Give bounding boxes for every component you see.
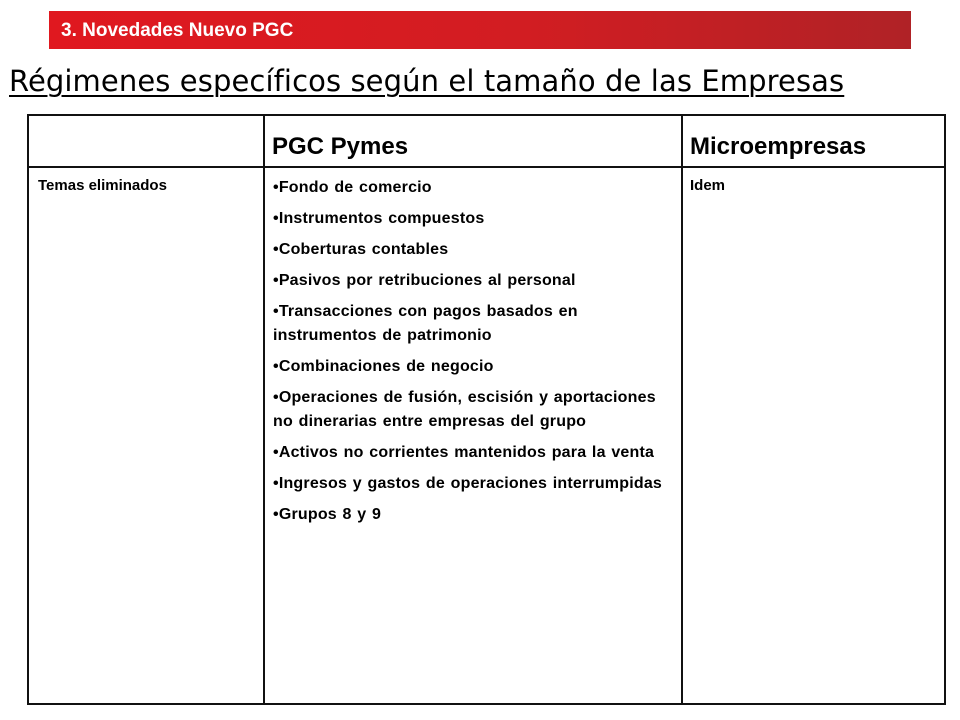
row-label-cell: [28, 167, 264, 704]
table-header-row: [28, 115, 945, 167]
header-pgc-pymes: PGC Pymes: [272, 133, 409, 160]
header-cell-empty: [28, 115, 264, 167]
table-row: [28, 167, 945, 704]
list-item: •Operaciones de fusión, escisión y aportaciones no dinerarias entre empresas del grupo: [273, 389, 656, 430]
list-item: •Grupos 8 y 9: [273, 506, 382, 523]
list-item: •Coberturas contables: [273, 241, 449, 258]
list-item: •Ingresos y gastos de operaciones interrumpidas: [273, 475, 663, 492]
header-cell-microempresas: [682, 115, 945, 167]
section-banner: [49, 11, 911, 49]
list-item: •Pasivos por retribuciones al personal: [273, 272, 576, 289]
pymes-items-cell: [264, 167, 682, 704]
comparison-table: [27, 114, 946, 705]
list-item: •Activos no corrientes mantenidos para la venta: [273, 444, 655, 461]
list-item: •Combinaciones de negocio: [273, 358, 494, 375]
header-microempresas: Microempresas: [690, 133, 867, 160]
list-item: •Transacciones con pagos basados en instrumentos de patrimonio: [273, 303, 578, 344]
header-cell-pgc-pymes: [264, 115, 682, 167]
row-label: Temas eliminados: [38, 177, 167, 194]
list-item: •Instrumentos compuestos: [273, 210, 485, 227]
micro-value: Idem: [690, 177, 726, 194]
micro-cell: [682, 167, 945, 704]
pymes-items-list: [265, 168, 681, 527]
section-banner-text: 3. Novedades Nuevo PGC: [61, 20, 294, 41]
slide-title: Régimenes específicos según el tamaño de las Empresas: [9, 64, 845, 98]
list-item: •Fondo de comercio: [273, 179, 432, 196]
